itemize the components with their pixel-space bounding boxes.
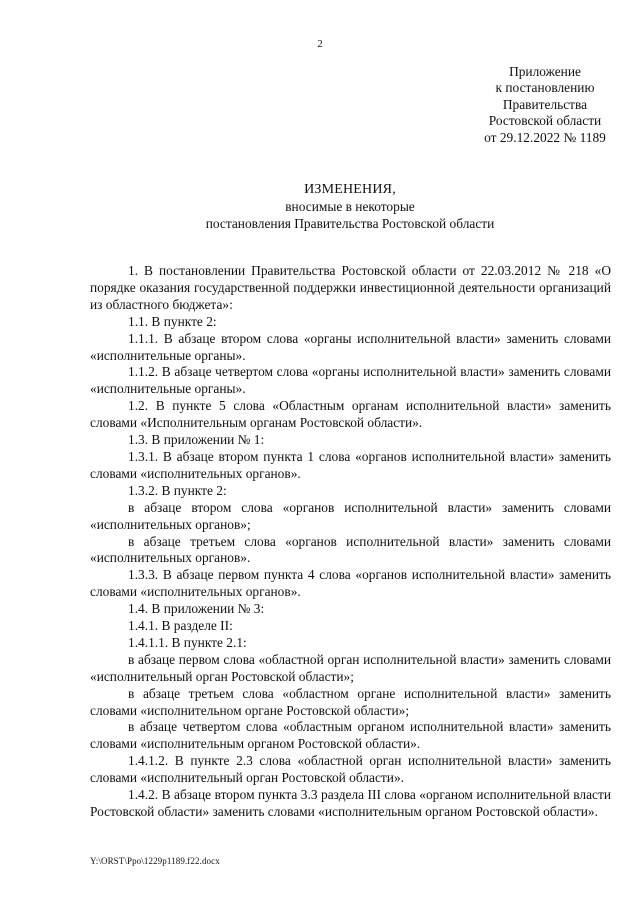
appendix-line: Приложение bbox=[509, 64, 581, 79]
paragraph: в абзаце первом слова «областной орган исполнительной власти» заменить словами «исполнительный орган Ростовской области»; bbox=[90, 651, 611, 684]
heading-subtitle: постановления Правительства Ростовской области bbox=[205, 216, 495, 231]
file-path-footer: Y:\ORST\Ppo\1229p1189.f22.docx bbox=[90, 856, 220, 866]
paragraph: 1.4.1.1. В пункте 2.1: bbox=[128, 634, 247, 650]
paragraph: в абзаце четвертом слова «областным органом исполнительной власти» заменить словами «исполнительным органом Ростовской области». bbox=[90, 719, 611, 752]
document-heading bbox=[0, 181, 640, 232]
appendix-line: к постановлению bbox=[495, 80, 595, 96]
appendix-line: Правительства bbox=[502, 96, 588, 112]
paragraph: 1.4.1.2. В пункте 2.3 слова «областной орган исполнительной власти» заменить словами «исполнительный орган Ростовской области». bbox=[90, 753, 611, 786]
paragraph: 1.3. В приложении № 1: bbox=[128, 432, 265, 448]
paragraph: в абзаце третьем слова «органов исполнительной власти» заменить словами «исполнительных органов». bbox=[90, 533, 611, 566]
paragraph: 1.3.2. В пункте 2: bbox=[128, 482, 227, 498]
appendix-line: Ростовской области bbox=[488, 113, 602, 129]
paragraph: 1. В постановлении Правительства Ростовской области от 22.03.2012 № 218 «О порядке оказания государственной поддержки инвестиционной деятельности организаций из областного бюджета»: bbox=[90, 263, 611, 312]
paragraph: в абзаце втором слова «органов исполнительной власти» заменить словами «исполнительных органов»; bbox=[90, 499, 611, 532]
appendix-block bbox=[420, 64, 640, 146]
paragraph: 1.1.2. В абзаце четвертом слова «органы исполнительной власти» заменить словами «исполнительные органы». bbox=[90, 364, 611, 397]
paragraph: 1.1.1. В абзаце втором слова «органы исполнительной власти» заменить словами «исполнительные органы». bbox=[90, 330, 611, 363]
heading-subtitle: вносимые в некоторые bbox=[285, 199, 415, 214]
paragraph: в абзаце третьем слова «областном органе исполнительной власти» заменить словами «исполнительном органе Ростовской области»; bbox=[90, 685, 611, 718]
appendix-line: от 29.12.2022 № 1189 bbox=[484, 129, 606, 145]
paragraph: 1.2. В пункте 5 слова «Областным органам исполнительной власти» заменить словами «Исполнительным органам Ростовской области». bbox=[90, 398, 611, 431]
paragraph: 1.3.3. В абзаце первом пункта 4 слова «органов исполнительной власти» заменить словами «исполнительных органов». bbox=[90, 567, 611, 600]
paragraph: 1.3.1. В абзаце втором пункта 1 слова «органов исполнительной власти» заменить словами «исполнительных органов». bbox=[90, 448, 611, 481]
paragraph: 1.4. В приложении № 3: bbox=[128, 601, 265, 617]
paragraph: 1.4.2. В абзаце втором пункта 3.3 раздела III слова «органом исполнительной власти Ростовской области» заменить словами «исполнительным органом Ростовской области». bbox=[90, 787, 611, 819]
page-number: 2 bbox=[317, 38, 323, 50]
document-body bbox=[90, 263, 611, 821]
paragraph: 1.1. В пункте 2: bbox=[128, 313, 217, 329]
heading-title: ИЗМЕНЕНИЯ, bbox=[304, 182, 396, 197]
paragraph: 1.4.1. В разделе II: bbox=[128, 618, 233, 634]
